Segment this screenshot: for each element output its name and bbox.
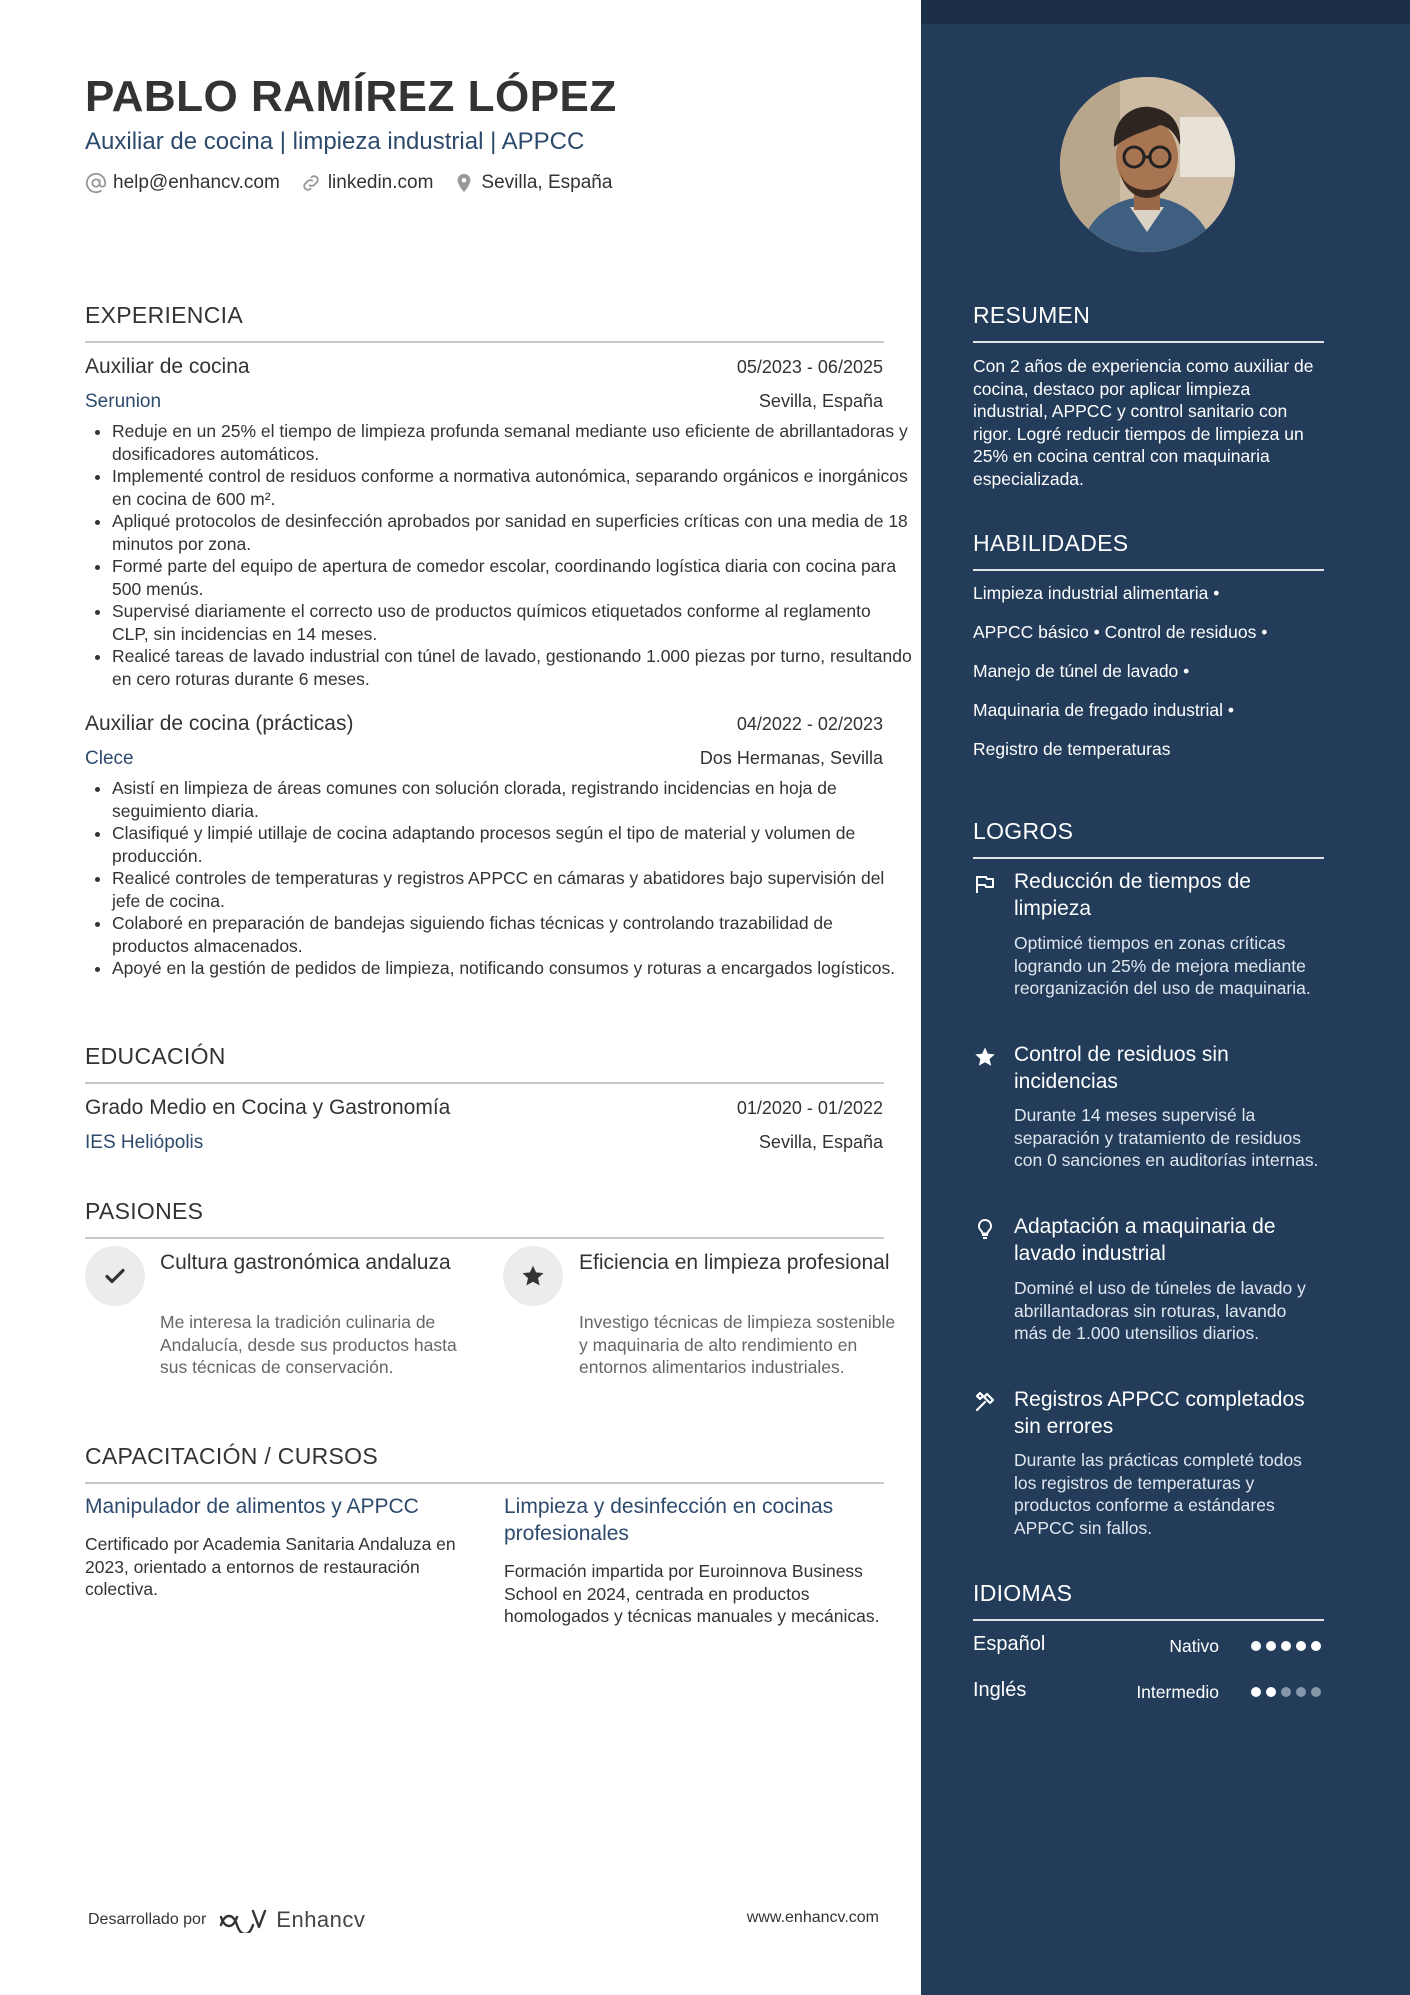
location-pin-icon (453, 172, 475, 194)
language-2-level: Intermedio (1136, 1682, 1219, 1702)
achievement-3-title: Adaptación a maquinaria de lavado industrial (1014, 1215, 1276, 1265)
skill-row: Registro de temperaturas (973, 739, 1171, 759)
achievement-3-desc: Dominé el uso de túneles de lavado y abrillantadoras sin roturas, lavando más de 1.000 utensilios diarios. (1014, 1278, 1306, 1343)
language-2-rating (1251, 1687, 1326, 1697)
job-2-dates: 04/2022 - 02/2023 (736, 714, 883, 734)
contact-location (453, 172, 612, 194)
check-icon (103, 1264, 127, 1288)
job-2-bullets (85, 777, 912, 980)
star-icon (973, 1045, 997, 1069)
location-text: Sevilla, España (481, 172, 613, 193)
achievement-1-desc: Optimicé tiempos en zonas críticas logrando un 25% de mejora mediante reorganización del uso de maquinaria. (1014, 933, 1311, 998)
course-1-title: Manipulador de alimentos y APPCC (85, 1495, 419, 1518)
footer-brand: Enhancv (276, 1907, 366, 1932)
achievements-heading: LOGROS (973, 818, 1074, 844)
skill-row: Limpieza industrial alimentaria • (973, 583, 1220, 603)
tools-icon (973, 1390, 997, 1414)
achievements-divider (973, 857, 1324, 859)
languages-heading: IDIOMAS (973, 1580, 1073, 1606)
contact-linkedin[interactable] (300, 172, 434, 194)
rating-dot-filled (1281, 1641, 1291, 1651)
skill-row: Manejo de túnel de lavado • (973, 661, 1190, 681)
passions-heading: PASIONES (85, 1198, 204, 1224)
achievement-4-desc: Durante las prácticas completé todos los registros de temperaturas y productos conforme a estándares APPCC sin fallos. (1014, 1450, 1302, 1538)
job-1-dates: 05/2023 - 06/2025 (736, 357, 883, 377)
rating-dot-filled (1266, 1687, 1276, 1697)
rating-dot-filled (1311, 1641, 1321, 1651)
education-heading: EDUCACIÓN (85, 1043, 226, 1069)
list-item: • Apoyé en la gestión de pedidos de limpieza, notificando consumos y roturas a encargados logísticos. (112, 957, 912, 980)
flag-icon (973, 872, 997, 896)
course-1-desc: Certificado por Academia Sanitaria Andaluza en 2023, orientado a entornos de restauración colectiva. (85, 1534, 456, 1599)
rating-dot-filled (1251, 1641, 1261, 1651)
summary-heading: RESUMEN (973, 302, 1091, 328)
footer-label: Desarrollado por (88, 1911, 207, 1928)
language-1-level: Nativo (1169, 1636, 1219, 1656)
sidebar-top-band (921, 0, 1410, 24)
list-item: • Clasifiqué y limpié utillaje de cocina adaptando procesos según el tipo de material y volumen de producción. (112, 822, 912, 867)
footer-url[interactable]: www.enhancv.com (746, 1909, 879, 1926)
achievement-2-desc: Durante 14 meses supervisé la separación y tratamiento de residuos con 0 sanciones en auditorías internas. (1014, 1105, 1319, 1170)
language-1-rating (1251, 1641, 1326, 1651)
passion-2-badge (503, 1246, 563, 1306)
job-1-title: Auxiliar de cocina (85, 355, 250, 378)
lightbulb-icon (973, 1217, 997, 1241)
candidate-name: PABLO RAMÍREZ LÓPEZ (85, 72, 617, 121)
achievement-4-title: Registros APPCC completados sin errores (1014, 1388, 1305, 1438)
education-location: Sevilla, España (758, 1132, 883, 1152)
list-item: • Supervisé diariamente el correcto uso de productos químicos etiquetados conforme al reglamento CLP, sin incidencias en 14 meses. (112, 600, 912, 645)
course-2-title: Limpieza y desinfección en cocinas profesionales (504, 1495, 834, 1545)
list-item: • Realicé controles de temperaturas y registros APPCC en cámaras y abatidores bajo supervisión del jefe de cocina. (112, 867, 912, 912)
list-item: • Colaboré en preparación de bandejas siguiendo fichas técnicas y controlando trazabilidad de productos almacenados. (112, 912, 912, 957)
courses-divider (85, 1482, 884, 1484)
rating-dot-filled (1296, 1641, 1306, 1651)
education-divider (85, 1082, 884, 1084)
profile-photo-icon (1060, 77, 1235, 252)
list-item: • Realicé tareas de lavado industrial con túnel de lavado, gestionando 1.000 piezas por turno, resultando en cero roturas durante 6 meses. (112, 645, 912, 690)
rating-dot-empty (1281, 1687, 1291, 1697)
passion-1-badge (85, 1246, 145, 1306)
education-dates: 01/2020 - 01/2022 (736, 1098, 883, 1118)
skill-row: APPCC básico • Control de residuos • (973, 622, 1268, 642)
experience-heading: EXPERIENCIA (85, 302, 243, 328)
education-degree: Grado Medio en Cocina y Gastronomía (85, 1096, 451, 1119)
at-icon (85, 172, 107, 194)
language-2-name: Inglés (973, 1679, 1027, 1701)
sidebar (921, 0, 1410, 1995)
achievement-1-title: Reducción de tiempos de limpieza (1014, 870, 1251, 920)
avatar (1060, 77, 1235, 252)
passion-2-desc: Investigo técnicas de limpieza sostenible y maquinaria de alto rendimiento en entornos alimentarios industriales. (579, 1312, 896, 1377)
job-1-bullets (85, 420, 912, 690)
list-item: • Apliqué protocolos de desinfección aprobados por sanidad en superficies críticas con una media de 18 minutos por zona. (112, 510, 912, 555)
passion-1-title: Cultura gastronómica andaluza (160, 1251, 451, 1274)
linkedin-text: linkedin.com (327, 172, 434, 193)
rating-dot-empty (1296, 1687, 1306, 1697)
link-icon (300, 172, 322, 194)
candidate-subtitle: Auxiliar de cocina | limpieza industrial | APPCC (85, 128, 585, 155)
language-1-name: Español (973, 1633, 1046, 1655)
contact-email[interactable] (85, 172, 280, 194)
job-2-title: Auxiliar de cocina (prácticas) (85, 712, 354, 735)
star-icon (520, 1263, 546, 1289)
experience-divider (85, 341, 884, 343)
summary-divider (973, 341, 1324, 343)
education-school: IES Heliópolis (85, 1132, 204, 1153)
summary-text: Con 2 años de experiencia como auxiliar de cocina, destaco por aplicar limpieza industrial, APPCC y control sanitario con rigor. Logré reducir tiempos de limpieza un 25% en cocina central con maquinaria especializada. (973, 356, 1314, 489)
list-item: • Formé parte del equipo de apertura de comedor escolar, coordinando logística diaria con cocina para 500 menús. (112, 555, 912, 600)
job-2-location: Dos Hermanas, Sevilla (699, 748, 883, 768)
job-1-company: Serunion (85, 391, 162, 412)
languages-divider (973, 1619, 1324, 1621)
passions-divider (85, 1237, 884, 1239)
email-text: help@enhancv.com (113, 172, 280, 193)
skills-divider (973, 569, 1324, 571)
course-2-desc: Formación impartida por Euroinnova Business School en 2024, centrada en productos homologados y técnicas manuales y mecánicas. (504, 1561, 880, 1626)
job-1-location: Sevilla, España (758, 391, 883, 411)
footer-developed-by (88, 1907, 365, 1933)
achievement-2-title: Control de residuos sin incidencias (1014, 1043, 1229, 1093)
passion-1-desc: Me interesa la tradición culinaria de Andalucía, desde sus productos hasta sus técnicas de conservación. (160, 1312, 457, 1377)
list-item: • Reduje en un 25% el tiempo de limpieza profunda semanal mediante uso eficiente de abrillantadoras y dosificadores automáticos. (112, 420, 912, 465)
skills-heading: HABILIDADES (973, 530, 1129, 556)
list-item: • Asistí en limpieza de áreas comunes con solución clorada, registrando incidencias en hoja de seguimiento diaria. (112, 777, 912, 822)
job-2-company: Clece (85, 748, 134, 769)
enhancv-logo-icon (218, 1907, 268, 1933)
contact-row (85, 172, 632, 194)
passion-2-title: Eficiencia en limpieza profesional (579, 1251, 890, 1274)
courses-heading: CAPACITACIÓN / CURSOS (85, 1443, 378, 1469)
skill-row: Maquinaria de fregado industrial • (973, 700, 1235, 720)
rating-dot-empty (1311, 1687, 1321, 1697)
rating-dot-filled (1266, 1641, 1276, 1651)
list-item: • Implementé control de residuos conforme a normativa autonómica, separando orgánicos e inorgánicos en cocina de 600 m². (112, 465, 912, 510)
rating-dot-filled (1251, 1687, 1261, 1697)
